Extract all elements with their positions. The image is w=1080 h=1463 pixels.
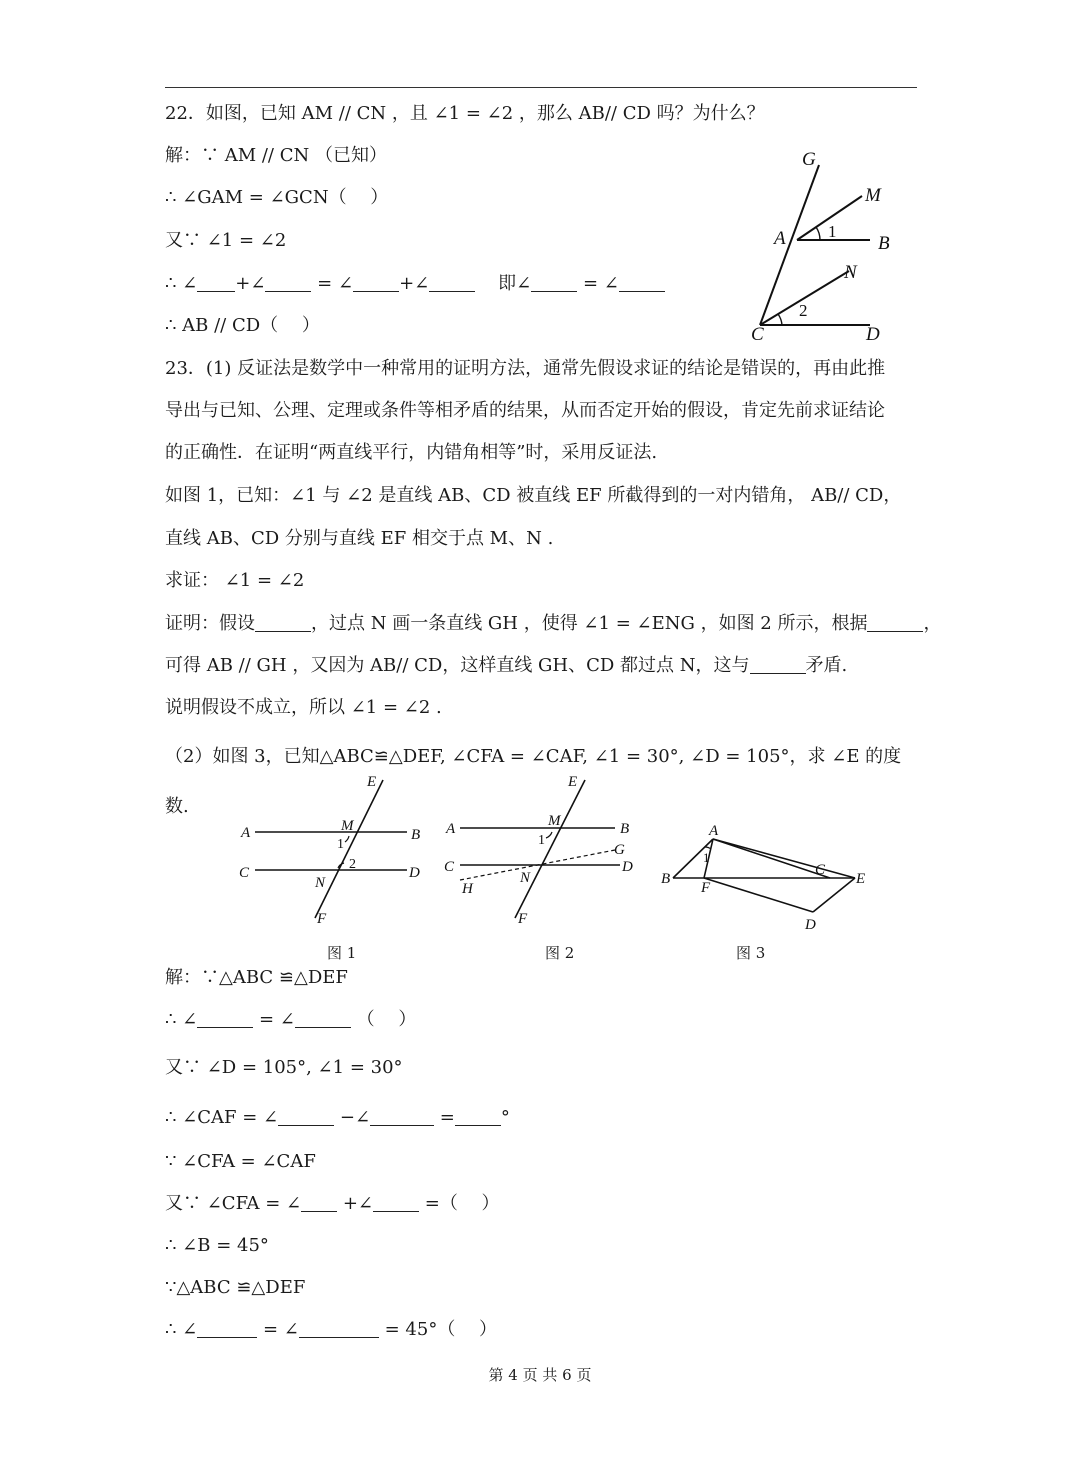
figure-3-caption: 图 3 <box>736 944 766 962</box>
fig2-label-F: F <box>518 911 528 927</box>
answer-blank[interactable] <box>373 1193 419 1212</box>
q22-title: 22．如图，已知 AM // CN ，且 ∠1 = ∠2 ，那么 AB// CD 吗？为什么？ <box>165 103 765 124</box>
q22-l4-f: = ∠ <box>582 273 619 294</box>
sol-line-4 <box>165 1106 510 1130</box>
fig1-label-A: A <box>241 825 251 841</box>
sol-l9-c: = 45°（ ） <box>384 1319 498 1340</box>
fig2-label-D: D <box>622 859 633 875</box>
fig3-label-F: F <box>701 880 711 896</box>
fig22-label-A: A <box>774 228 786 249</box>
answer-blank[interactable] <box>197 1009 253 1028</box>
figure-1-caption: 图 1 <box>327 944 357 962</box>
fig3-label-A: A <box>709 823 719 839</box>
sol-l4-d: ° <box>500 1107 510 1128</box>
fig22-label-2: 2 <box>799 301 808 320</box>
sol-l4-c: = <box>439 1107 455 1128</box>
fig2-label-M: M <box>548 813 561 829</box>
answer-blank[interactable] <box>867 613 923 632</box>
fig2-label-C: C <box>444 859 455 875</box>
fig22-label-G: G <box>802 149 816 170</box>
sol-l6-c: =（ ） <box>424 1193 500 1214</box>
sol-line-5: ∵ ∠CFA = ∠CAF <box>165 1151 316 1172</box>
q22-l4-c: = ∠ <box>317 273 354 294</box>
q22-l4-b: +∠ <box>235 273 266 294</box>
page-footer: 第 4 页 共 6 页 <box>488 1366 592 1384</box>
figure-1 <box>235 770 435 930</box>
fig22-label-D: D <box>866 324 880 345</box>
sol-l2-b: = ∠ <box>259 1009 295 1030</box>
header-rule <box>165 87 917 88</box>
q23-p8-b: 矛盾. <box>805 655 848 676</box>
fig1-label-D: D <box>409 865 420 881</box>
sol-l2-c: （ ） <box>356 1009 417 1030</box>
answer-blank[interactable] <box>353 273 399 292</box>
q23-para-5: 直线 AB、CD 分别与直线 EF 相交于点 M、N . <box>165 528 554 549</box>
fig2-label-N: N <box>520 870 531 886</box>
sol-l4-b: −∠ <box>339 1107 371 1128</box>
answer-blank[interactable] <box>619 273 665 292</box>
fig22-label-N: N <box>844 262 857 283</box>
fig1-label-C: C <box>239 865 250 881</box>
sol-l6-b: +∠ <box>342 1193 374 1214</box>
sol-line-8: ∵△ABC ≌△DEF <box>165 1277 306 1298</box>
fig1-label-N: N <box>315 875 326 891</box>
sol-l4-a: ∴ ∠CAF = ∠ <box>165 1107 279 1128</box>
fig3-label-B: B <box>661 871 671 887</box>
fig22-label-B: B <box>878 233 890 254</box>
sol-line-7: ∴ ∠B = 45° <box>165 1235 269 1256</box>
q22-l4-d: +∠ <box>399 273 430 294</box>
q23-para-6: 求证： ∠1 = ∠2 <box>165 570 305 591</box>
q23-para-4: 如图 1，已知：∠1 与 ∠2 是直线 AB、CD 被直线 EF 所截得到的一对内错角， AB// CD， <box>165 485 902 506</box>
figure-2-caption: 图 2 <box>545 944 575 962</box>
answer-blank[interactable] <box>429 273 475 292</box>
figure-3 <box>655 815 875 935</box>
fig2-label-A: A <box>446 821 456 837</box>
q22-line-4 <box>165 272 665 296</box>
answer-blank[interactable] <box>255 613 311 632</box>
sol-l9-b: = ∠ <box>263 1319 299 1340</box>
q22-line-3: 又∵ ∠1 = ∠2 <box>165 230 287 251</box>
q22-line-2: ∴ ∠GAM = ∠GCN（ ） <box>165 187 389 208</box>
sol-l2-a: ∴ ∠ <box>165 1009 198 1030</box>
sol-line-2 <box>165 1008 416 1032</box>
q23-para-8 <box>165 654 847 678</box>
fig2-label-G: G <box>614 842 625 858</box>
q22-l4-a: ∴ ∠ <box>165 273 198 294</box>
sol-line-9 <box>165 1318 497 1342</box>
fig1-label-E: E <box>367 774 377 790</box>
q22-figure <box>740 140 930 350</box>
q23-para-9: 说明假设不成立，所以 ∠1 = ∠2 . <box>165 697 442 718</box>
q22-l4-e: 即∠ <box>498 273 532 294</box>
q23-para-3: 的正确性．在证明“两直线平行，内错角相等”时，采用反证法. <box>165 442 658 463</box>
q22-line-1: 解：∵ AM // CN （已知） <box>165 145 387 166</box>
q23-para-2: 导出与已知、公理、定理或条件等相矛盾的结果，从而否定开始的假设，肯定先前求证结论 <box>165 400 885 421</box>
q23-p7-b: ，过点 N 画一条直线 GH ，使得 ∠1 = ∠ENG ，如图 2 所示，根据 <box>311 613 868 634</box>
answer-blank[interactable] <box>455 1107 501 1126</box>
q23-p7-a: 证明：假设 <box>165 613 255 634</box>
answer-blank[interactable] <box>197 273 235 292</box>
answer-blank[interactable] <box>370 1107 434 1126</box>
answer-blank[interactable] <box>265 273 311 292</box>
fig2-label-B: B <box>620 821 630 837</box>
answer-blank[interactable] <box>278 1107 334 1126</box>
sol-line-6 <box>165 1192 500 1216</box>
q23-para-7 <box>165 612 941 636</box>
answer-blank[interactable] <box>301 1193 337 1212</box>
answer-blank[interactable] <box>295 1009 351 1028</box>
fig3-label-1: 1 <box>703 850 710 865</box>
fig22-label-M: M <box>865 185 881 206</box>
fig2-label-H: H <box>462 881 473 897</box>
fig2-label-1: 1 <box>538 833 545 848</box>
answer-blank[interactable] <box>197 1319 257 1338</box>
fig3-label-E: E <box>856 871 866 887</box>
q23-para-11: 数. <box>165 796 189 817</box>
q22-line-5: ∴ AB // CD（ ） <box>165 315 320 336</box>
answer-blank[interactable] <box>299 1319 379 1338</box>
sol-line-1: 解：∵△ABC ≌△DEF <box>165 967 348 988</box>
fig1-label-F: F <box>317 911 327 927</box>
q23-p7-c: ， <box>923 613 942 634</box>
fig1-label-B: B <box>411 827 421 843</box>
fig1-label-1: 1 <box>337 837 344 852</box>
q23-p8-a: 可得 AB // GH ，又因为 AB// CD，这样直线 GH、CD 都过点 N，这与 <box>165 655 750 676</box>
fig2-label-E: E <box>568 774 578 790</box>
fig3-label-D: D <box>805 917 816 933</box>
figure-2 <box>440 770 650 930</box>
answer-blank[interactable] <box>750 655 806 674</box>
sol-line-3: 又∵ ∠D = 105°, ∠1 = 30° <box>165 1057 403 1078</box>
fig1-label-2: 2 <box>349 857 356 872</box>
sol-l9-a: ∴ ∠ <box>165 1319 198 1340</box>
fig3-label-C: C <box>815 862 826 878</box>
fig22-label-1: 1 <box>828 222 837 241</box>
q23-para-10: （2）如图 3，已知△ABC≌△DEF, ∠CFA = ∠CAF, ∠1 = 30°, ∠D = 105°，求 ∠E 的度 <box>165 746 902 767</box>
q23-para-1: 23．(1) 反证法是数学中一种常用的证明方法，通常先假设求证的结论是错误的，再由此推 <box>165 358 886 379</box>
sol-l6-a: 又∵ ∠CFA = ∠ <box>165 1193 302 1214</box>
answer-blank[interactable] <box>531 273 577 292</box>
fig22-label-C: C <box>751 324 764 345</box>
fig1-label-M: M <box>341 818 354 834</box>
